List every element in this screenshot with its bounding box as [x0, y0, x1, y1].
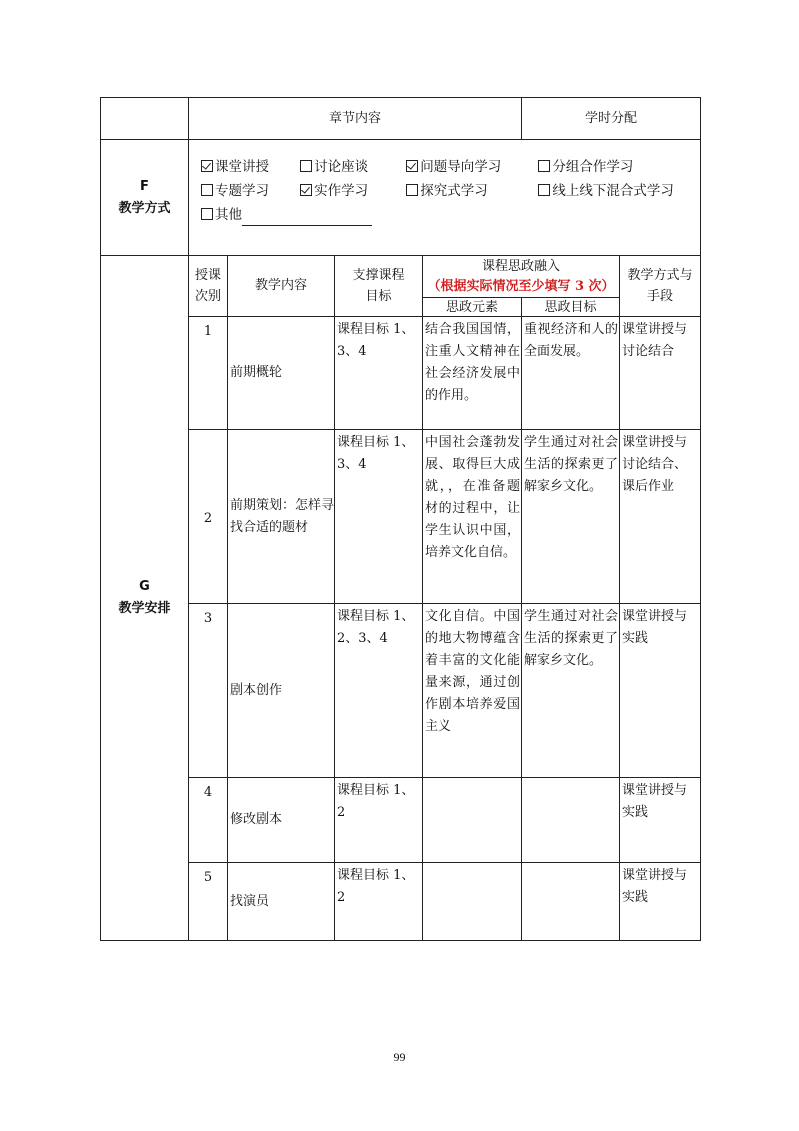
- teaching-method-options: [189, 140, 701, 256]
- session-number: 4: [189, 778, 228, 863]
- section-g-label: [101, 256, 189, 941]
- session-content: 修改剧本: [228, 778, 335, 863]
- schedule-header-row: [101, 256, 701, 298]
- method-option[interactable]: 讨论座谈: [300, 156, 402, 178]
- header-blank-cell: [101, 98, 189, 140]
- ideology-title: 课程思政融入: [482, 258, 561, 274]
- session-method: 课堂讲授与讨论结合、课后作业: [620, 430, 701, 604]
- checkbox-icon[interactable]: [201, 208, 213, 220]
- session-content: 前期概轮: [228, 317, 335, 430]
- session-goal: [522, 863, 620, 941]
- session-method: 课堂讲授与实践: [620, 863, 701, 941]
- course-table: [100, 97, 701, 941]
- table-row: [101, 863, 701, 941]
- session-goal: 学生通过对社会生活的探索更了解家乡文化。: [522, 604, 620, 778]
- session-content: 找演员: [228, 863, 335, 941]
- session-element: [423, 863, 522, 941]
- method-option[interactable]: 线上线下混合式学习: [538, 180, 674, 202]
- checkbox-icon[interactable]: [300, 160, 312, 172]
- page-number: 99: [393, 1050, 406, 1064]
- session-number: 5: [189, 863, 228, 941]
- session-objective: 课程目标 1、2: [335, 778, 423, 863]
- checkbox-icon[interactable]: [406, 184, 418, 196]
- ideology-note: （根据实际情况至少填写 3 次）: [427, 278, 615, 294]
- method-option[interactable]: 专题学习: [201, 180, 296, 202]
- checkbox-checked-icon[interactable]: [406, 160, 418, 172]
- objective-column-header: 支撑课程目标: [335, 256, 423, 317]
- session-number: 3: [189, 604, 228, 778]
- session-element: 结合我国国情，注重人文精神在社会经济发展中的作用。: [423, 317, 522, 430]
- checkbox-checked-icon[interactable]: [201, 160, 213, 172]
- checkbox-icon[interactable]: [538, 184, 550, 196]
- session-goal: [522, 778, 620, 863]
- table-row: [101, 604, 701, 778]
- other-blank-line[interactable]: [242, 211, 372, 226]
- session-objective: 课程目标 1、3、4: [335, 430, 423, 604]
- session-objective: 课程目标 1、3、4: [335, 317, 423, 430]
- section-g-title: 教学安排: [118, 601, 171, 616]
- method-option[interactable]: 分组合作学习: [538, 156, 633, 178]
- ideology-column-header: [423, 256, 620, 298]
- session-method: 课堂讲授与实践: [620, 778, 701, 863]
- session-method: 课堂讲授与讨论结合: [620, 317, 701, 430]
- checkbox-icon[interactable]: [201, 184, 213, 196]
- session-goal: 学生通过对社会生活的探索更了解家乡文化。: [522, 430, 620, 604]
- session-column-header: 授课次别: [189, 256, 228, 317]
- elements-column-header: 思政元素: [423, 298, 522, 317]
- section-f-label: [101, 140, 189, 256]
- goals-column-header: 思政目标: [522, 298, 620, 317]
- session-content: 剧本创作: [228, 604, 335, 778]
- section-g-letter: G: [139, 579, 150, 594]
- chapter-content-header: 章节内容: [189, 98, 522, 140]
- checkbox-checked-icon[interactable]: [300, 184, 312, 196]
- method-column-header: 教学方式与手段: [620, 256, 701, 317]
- method-option-other[interactable]: 其他: [201, 204, 372, 226]
- header-row: [101, 98, 701, 140]
- checkbox-icon[interactable]: [538, 160, 550, 172]
- method-option[interactable]: 探究式学习: [406, 180, 534, 202]
- session-element: [423, 778, 522, 863]
- section-f-row: [101, 140, 701, 256]
- section-f-letter: F: [140, 178, 149, 194]
- session-element: 文化自信。中国的地大物博蕴含着丰富的文化能量来源，通过创作剧本培养爱国主义: [423, 604, 522, 778]
- session-content: 前期策划：怎样寻找合适的题材: [228, 430, 335, 604]
- method-row-3: [201, 204, 700, 228]
- section-f-title: 教学方式: [118, 200, 171, 216]
- method-row-2: [201, 180, 700, 204]
- session-objective: 课程目标 1、2: [335, 863, 423, 941]
- session-method: 课堂讲授与实践: [620, 604, 701, 778]
- session-number: 1: [189, 317, 228, 430]
- session-objective: 课程目标 1、2、3、4: [335, 604, 423, 778]
- table-row: [101, 778, 701, 863]
- method-option[interactable]: 实作学习: [300, 180, 402, 202]
- table-row: [101, 430, 701, 604]
- method-option[interactable]: 问题导向学习: [406, 156, 534, 178]
- session-element: 中国社会蓬勃发展、取得巨大成就，，在准备题材的过程中，让学生认识中国，培养文化自信。: [423, 430, 522, 604]
- session-number: 2: [189, 430, 228, 604]
- content-column-header: 教学内容: [228, 256, 335, 317]
- hours-allocation-header: 学时分配: [522, 98, 701, 140]
- session-goal: 重视经济和人的全面发展。: [522, 317, 620, 430]
- method-row-1: [201, 156, 700, 180]
- table-row: [101, 317, 701, 430]
- method-option[interactable]: 课堂讲授: [201, 156, 296, 178]
